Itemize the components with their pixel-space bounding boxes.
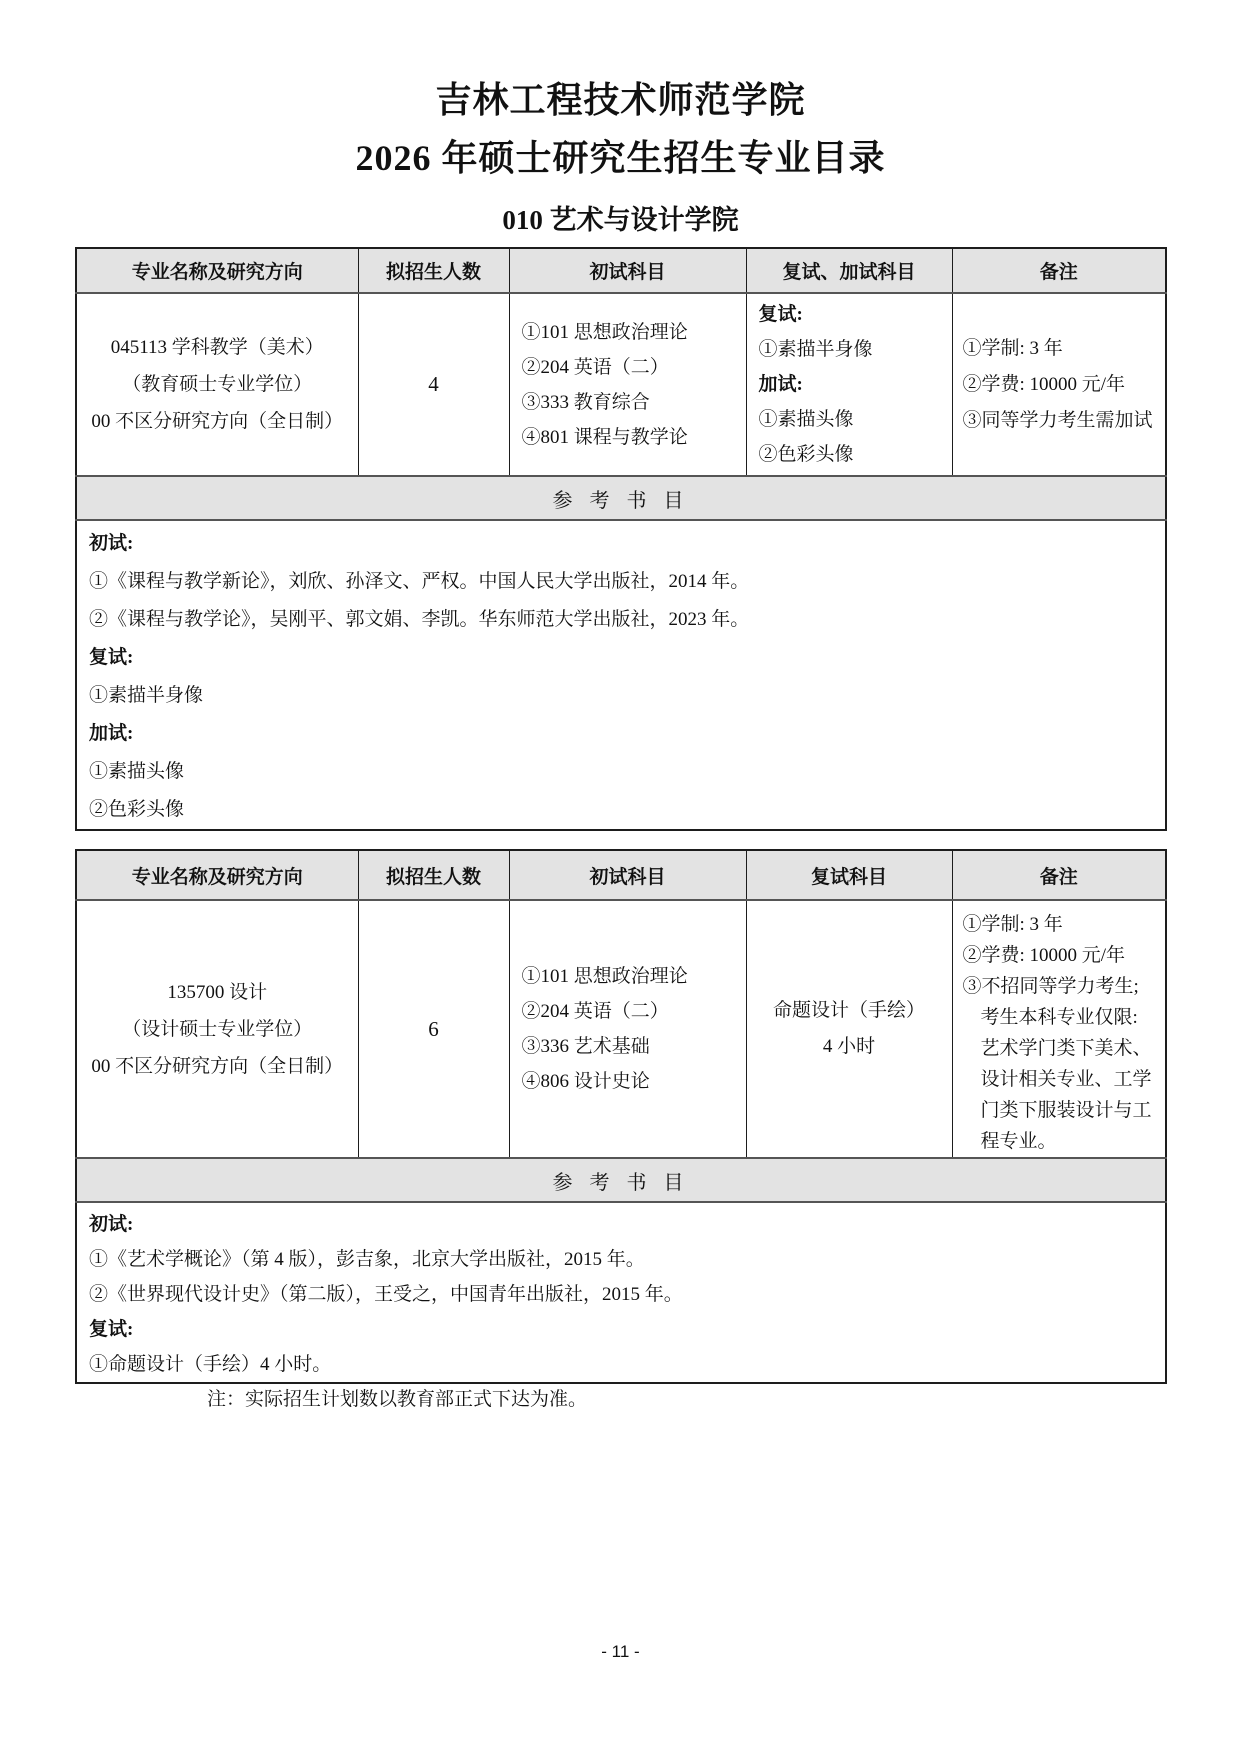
ref-extra-test-label: 加试: bbox=[89, 723, 134, 744]
table2-remarks-cell bbox=[952, 900, 1166, 1158]
remark-line: ②学费: 10000 元/年 bbox=[962, 373, 1126, 395]
ref-extra-test-item: ②色彩头像 bbox=[89, 799, 185, 820]
remark-line: 程专业。 bbox=[980, 1130, 1057, 1152]
table1-initial-subjects-cell bbox=[509, 293, 746, 476]
initial-subject: ②204 英语（二） bbox=[521, 1001, 669, 1022]
retest-subject: 命题设计（手绘） bbox=[772, 1000, 925, 1021]
remark-line: ③同等学力考生需加试 bbox=[962, 409, 1153, 431]
table2-reference-bar-row bbox=[76, 1158, 1166, 1202]
university-title: 吉林工程技术师范学院 bbox=[435, 80, 806, 120]
major-code-line: 135700 设计 bbox=[167, 981, 268, 1003]
retest-subject-duration: 4 小时 bbox=[822, 1036, 876, 1057]
ref-book: ①《艺术学概论》（第 4 版），彭吉象，北京大学出版社，2015 年。 bbox=[89, 1249, 645, 1270]
table1-header-quota: 拟招生人数 bbox=[358, 248, 509, 293]
extra-test-label: 加试: bbox=[758, 374, 803, 395]
remark-line: ①学制: 3 年 bbox=[962, 337, 1063, 359]
initial-subject: ②204 英语（二） bbox=[521, 356, 669, 378]
college-section-title: 010 艺术与设计学院 bbox=[502, 205, 739, 235]
table2-header-initial-subjects: 初试科目 bbox=[509, 850, 746, 900]
ref-book: ②《课程与教学论》，吴刚平、郭文娟、李凯。华东师范大学出版社，2023 年。 bbox=[89, 609, 750, 630]
initial-subject: ①101 思想政治理论 bbox=[521, 966, 688, 987]
retest-subject: ①素描半身像 bbox=[758, 339, 873, 360]
ref-retest-item: ①命题设计（手绘）4 小时。 bbox=[89, 1354, 332, 1375]
table2-header-remarks: 备注 bbox=[952, 850, 1166, 900]
table1-data-row bbox=[76, 293, 1166, 476]
major-degree-line: （教育硕士专业学位） bbox=[122, 374, 313, 395]
major-degree-line: （设计硕士专业学位） bbox=[122, 1018, 313, 1040]
initial-subject: ④801 课程与教学论 bbox=[521, 426, 688, 448]
remark-line: ②学费: 10000 元/年 bbox=[962, 944, 1126, 966]
table1-header-major: 专业名称及研究方向 bbox=[76, 248, 358, 293]
table1-header-retest-subjects: 复试、加试科目 bbox=[746, 248, 952, 293]
table1-reference-content-row bbox=[76, 520, 1166, 830]
ref-initial-label: 初试: bbox=[89, 1214, 134, 1235]
ref-initial-label: 初试: bbox=[89, 533, 134, 554]
table2-header-row bbox=[76, 850, 1166, 900]
table2-initial-subjects-cell bbox=[509, 900, 746, 1158]
table2-reference-content bbox=[76, 1202, 1166, 1383]
initial-subject: ①101 思想政治理论 bbox=[521, 321, 688, 343]
remark-line: 设计相关专业、工学 bbox=[980, 1068, 1152, 1090]
major-code-line: 045113 学科教学（美术） bbox=[110, 337, 324, 358]
program-table-design bbox=[75, 849, 1167, 1384]
remark-line: 门类下服装设计与工 bbox=[980, 1099, 1152, 1121]
table2-reference-content-row bbox=[76, 1202, 1166, 1383]
table2-reference-title: 参 考 书 目 bbox=[76, 1158, 1166, 1202]
ref-retest-label: 复试: bbox=[89, 647, 134, 668]
remark-line: 考生本科专业仅限: bbox=[980, 1006, 1138, 1028]
table1-reference-bar-row bbox=[76, 476, 1166, 520]
table1-retest-subjects-cell bbox=[746, 293, 952, 476]
retest-label: 复试: bbox=[758, 304, 803, 325]
major-direction-line: 00 不区分研究方向（全日制） bbox=[91, 1055, 344, 1077]
initial-subject: ③336 艺术基础 bbox=[521, 1036, 650, 1057]
ref-retest-label: 复试: bbox=[89, 1319, 134, 1340]
initial-subject: ③333 教育综合 bbox=[521, 391, 650, 413]
footnote: 注：实际招生计划数以教育部正式下达为准。 bbox=[207, 1389, 588, 1410]
table1-reference-content bbox=[76, 520, 1166, 830]
ref-book: ②《世界现代设计史》（第二版），王受之，中国青年出版社，2015 年。 bbox=[89, 1284, 683, 1305]
ref-retest-item: ①素描半身像 bbox=[89, 685, 204, 706]
initial-subject: ④806 设计史论 bbox=[521, 1071, 650, 1092]
table1-header-initial-subjects: 初试科目 bbox=[509, 248, 746, 293]
ref-book: ①《课程与教学新论》，刘欣、孙泽文、严权。中国人民大学出版社，2014 年。 bbox=[89, 571, 750, 592]
table2-header-quota: 拟招生人数 bbox=[358, 850, 509, 900]
extra-test-subject: ②色彩头像 bbox=[758, 444, 854, 465]
ref-extra-test-item: ①素描头像 bbox=[89, 761, 185, 782]
remark-line: ①学制: 3 年 bbox=[962, 913, 1063, 935]
table2-header-major: 专业名称及研究方向 bbox=[76, 850, 358, 900]
table1-quota-cell: 4 bbox=[358, 293, 509, 476]
table2-retest-subjects-cell bbox=[746, 900, 952, 1158]
table2-header-retest-subjects: 复试科目 bbox=[746, 850, 952, 900]
extra-test-subject: ①素描头像 bbox=[758, 409, 854, 430]
table1-remarks-cell bbox=[952, 293, 1166, 476]
table2-major-cell bbox=[76, 900, 358, 1158]
remark-line: ③不招同等学力考生; bbox=[962, 975, 1139, 997]
major-direction-line: 00 不区分研究方向（全日制） bbox=[91, 411, 344, 432]
table2-quota-cell: 6 bbox=[358, 900, 509, 1158]
table1-major-cell bbox=[76, 293, 358, 476]
table1-header-remarks: 备注 bbox=[952, 248, 1166, 293]
table1-header-row bbox=[76, 248, 1166, 293]
program-table-art-education bbox=[75, 247, 1167, 831]
catalog-title: 2026 年硕士研究生招生专业目录 bbox=[355, 138, 886, 178]
remark-line: 艺术学门类下美术、 bbox=[980, 1037, 1152, 1059]
table2-data-row bbox=[76, 900, 1166, 1158]
page-number: - 11 - bbox=[601, 1642, 640, 1661]
table1-reference-title: 参 考 书 目 bbox=[76, 476, 1166, 520]
